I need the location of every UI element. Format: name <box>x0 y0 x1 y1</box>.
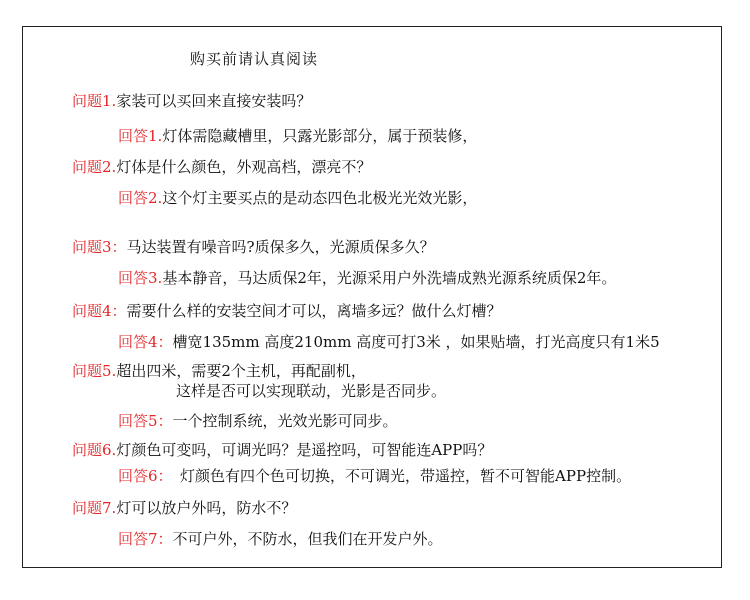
answer-text: 灯颜色有四个色可切换，不可调光，带遥控，暂不可智能APP控制。 <box>165 467 632 485</box>
question-6 <box>72 441 492 459</box>
answer-label: 回答5： <box>118 412 173 430</box>
question-text: 灯体是什么颜色，外观高档，漂亮不？ <box>116 158 372 176</box>
answer-6 <box>118 467 631 485</box>
answer-4 <box>118 333 660 351</box>
answer-label: 回答3. <box>118 269 163 287</box>
answer-text: 槽宽135mm 高度210mm 高度可打3米 ，如果贴墙，打光高度只有1米5 <box>172 333 660 351</box>
answer-text: 不可户外，不防水，但我们在开发户外。 <box>172 530 443 548</box>
answer-label: 回答7： <box>118 530 173 548</box>
question-text: 灯颜色可变吗，可调光吗？是遥控吗，可智能连APP吗？ <box>116 441 493 459</box>
question-text: 超出四米，需要2个主机，再配副机， <box>116 362 366 380</box>
answer-7 <box>118 530 443 548</box>
question-text: 这样是否可以实现联动，光影是否同步。 <box>176 382 447 400</box>
answer-label: 回答4： <box>118 333 173 351</box>
question-1 <box>72 92 311 110</box>
question-label: 问题7. <box>72 499 117 517</box>
answer-text: 一个控制系统，光效光影可同步。 <box>172 412 398 430</box>
question-label: 问题5. <box>72 362 117 380</box>
question-label: 问题4： <box>72 302 127 320</box>
question-label: 问题1. <box>72 92 117 110</box>
question-3 <box>72 238 435 256</box>
answer-text: 这个灯主要买点的是动态四色北极光光效光影， <box>162 189 478 207</box>
answer-2 <box>118 189 477 207</box>
question-text: 灯可以放户外吗，防水不？ <box>116 499 297 517</box>
question-2 <box>72 158 371 176</box>
question-text: 需要什么样的安装空间才可以，离墙多远？做什么灯槽？ <box>126 302 502 320</box>
question-7 <box>72 499 296 517</box>
answer-label: 回答2. <box>118 189 163 207</box>
answer-label: 回答6： <box>118 467 166 485</box>
answer-label: 回答1. <box>118 127 163 145</box>
question-5 <box>72 362 366 380</box>
answer-3 <box>118 269 616 287</box>
question-text: 家装可以买回来直接安装吗？ <box>116 92 312 110</box>
answer-1 <box>118 127 477 145</box>
answer-text: 基本静音，马达质保2年，光源采用户外洗墙成熟光源系统质保2年。 <box>162 269 617 287</box>
question-text: 马达装置有噪音吗?质保多久，光源质保多久？ <box>126 238 435 256</box>
answer-text: 灯体需隐藏槽里，只露光影部分，属于预装修， <box>162 127 478 145</box>
question-5-continuation <box>176 382 446 400</box>
question-4 <box>72 302 502 320</box>
question-label: 问题6. <box>72 441 117 459</box>
question-label: 问题3： <box>72 238 127 256</box>
answer-5 <box>118 412 398 430</box>
question-label: 问题2. <box>72 158 117 176</box>
page-title: 购买前请认真阅读 <box>190 50 319 68</box>
